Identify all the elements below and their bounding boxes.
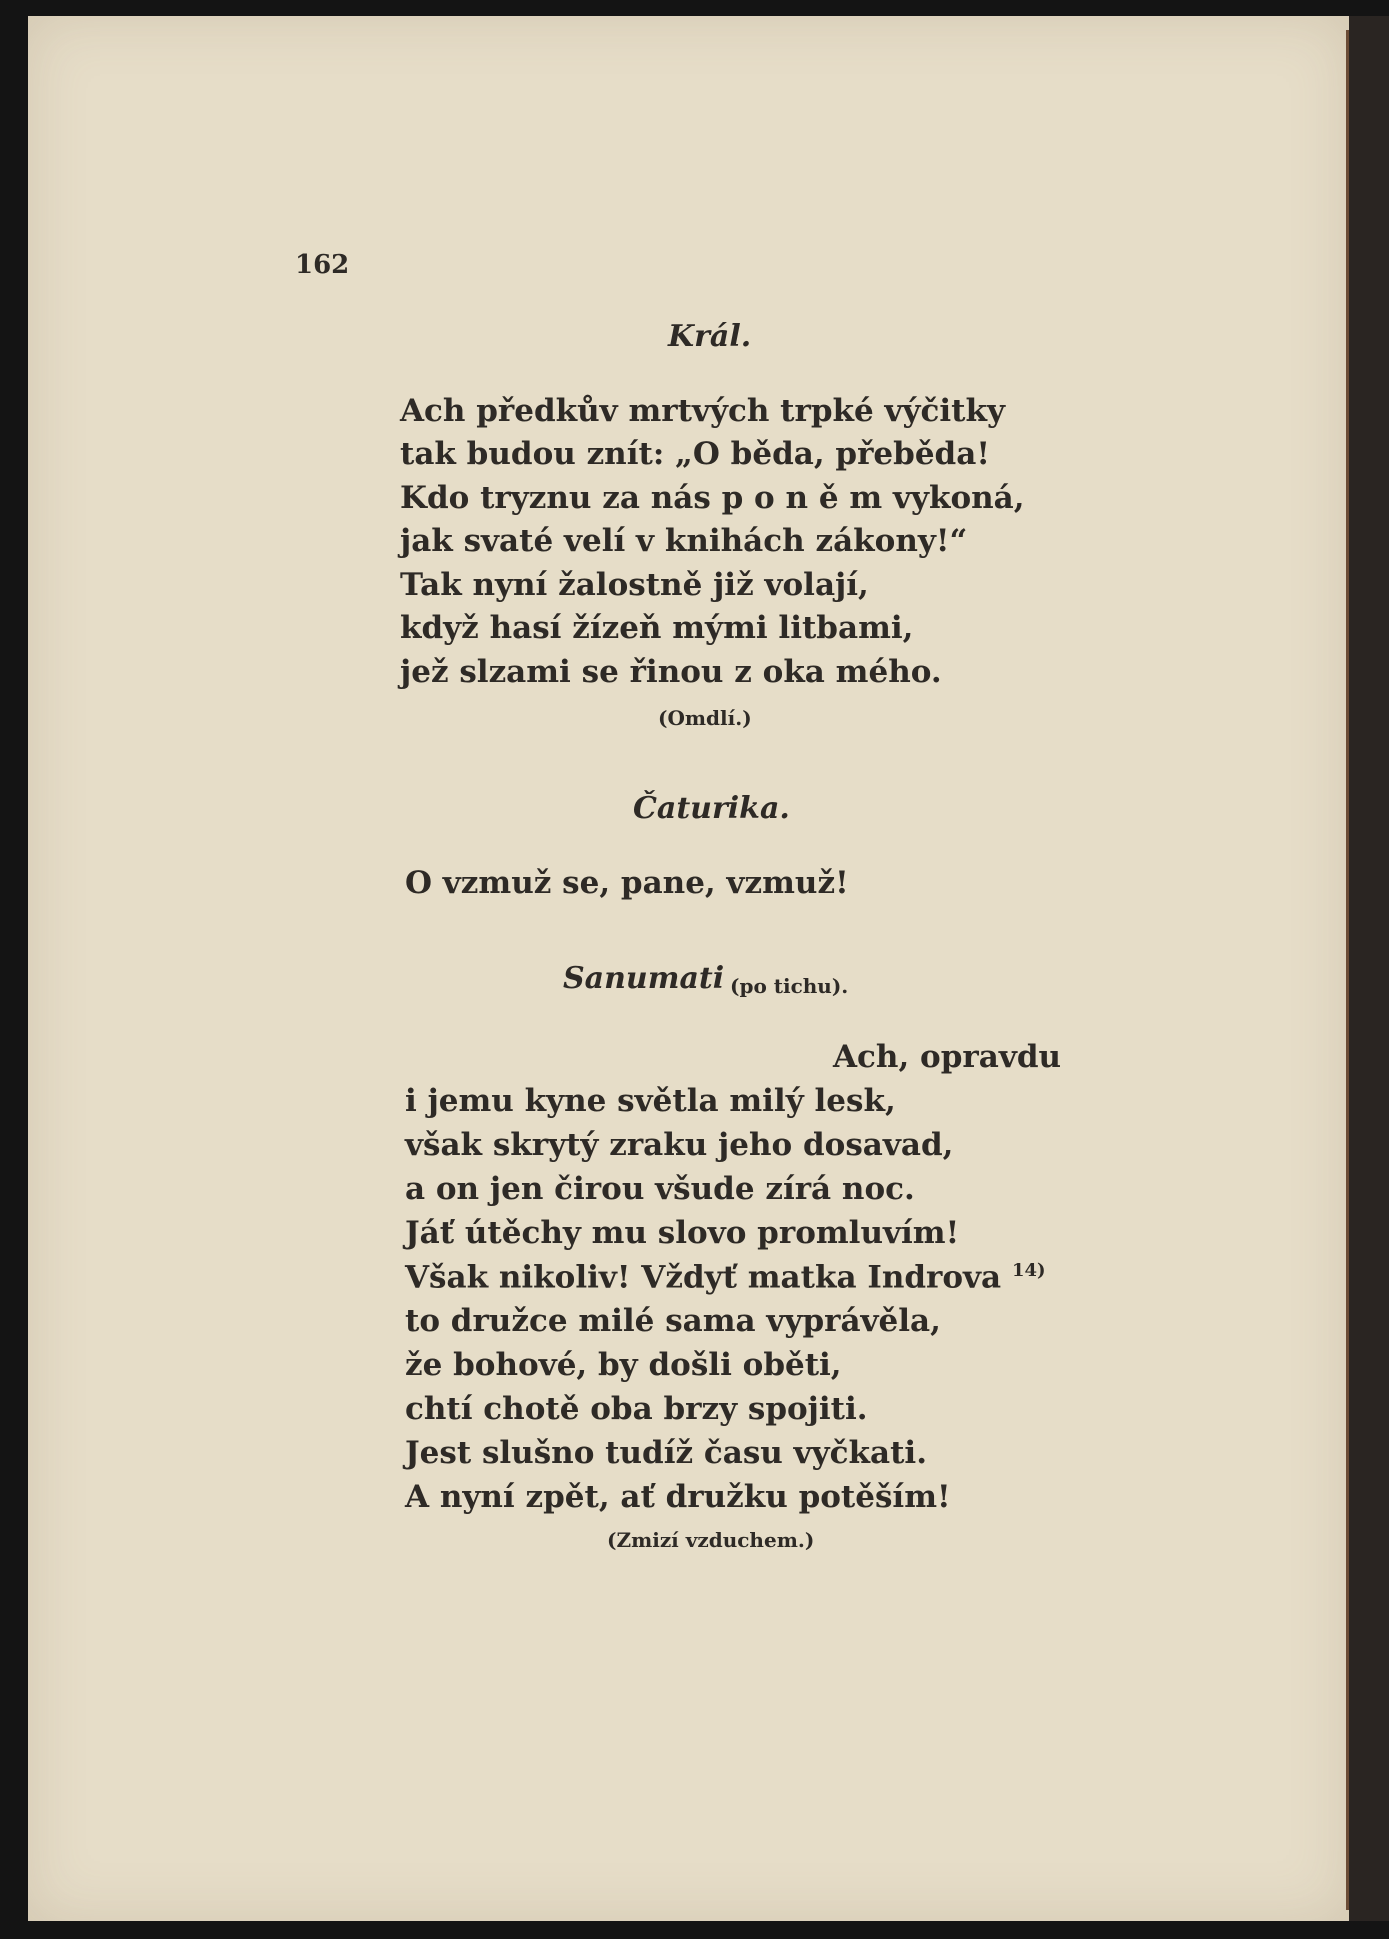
verse-line: A nyní zpět, ať družku potěším! [405,1479,951,1515]
verse-line: jež slzami se řinou z oka mého. [400,654,942,690]
verse-line: to družce milé sama vyprávěla, [405,1303,941,1339]
verse-line: a on jen čirou všude zírá noc. [405,1171,915,1207]
verse-line: Jest slušno tudíž času vyčkati. [405,1435,927,1471]
verse-line: Jáť útěchy mu slovo promluvím! [405,1215,960,1251]
speaker-caturika: Čaturika. [633,791,790,826]
stage-direction: (po tichu). [730,974,849,998]
verse-line-text: Však nikoliv! Vždyť matka Indrova [405,1259,1002,1296]
verse-line: však skrytý zraku jeho dosavad, [405,1127,954,1163]
speaker-kral: Král. [668,319,752,354]
verse-line [405,1259,1046,1296]
page-number: 162 [295,250,350,280]
verse-line: Ach předkův mrtvých trpké výčitky [400,393,1005,429]
verse-line: jak svaté velí v knihách zákony!“ [400,523,968,559]
verse-line: tak budou znít: „O běda, přeběda! [400,436,990,472]
verse-line: O vzmuž se, pane, vzmuž! [405,865,849,901]
book-spine [1349,16,1389,1921]
verse-line: chtí chotě oba brzy spojiti. [405,1391,868,1427]
speaker-sanumati: Sanumati [563,961,725,996]
verse-line: když hasí žízeň mými litbami, [400,610,914,646]
stage-direction: (Omdlí.) [658,706,752,730]
verse-line: Tak nyní žalostně již volají, [400,567,869,603]
verse-line: Kdo tryznu za nás p o n ě m vykoná, [400,480,1025,516]
verse-line: Ach, opravdu [833,1039,1062,1075]
verse-line: i jemu kyne světla milý lesk, [405,1083,896,1119]
verse-line: že bohové, by došli oběti, [405,1347,842,1383]
stage-direction: (Zmizí vzduchem.) [607,1528,815,1552]
footnote-ref: 14) [1011,1260,1046,1281]
